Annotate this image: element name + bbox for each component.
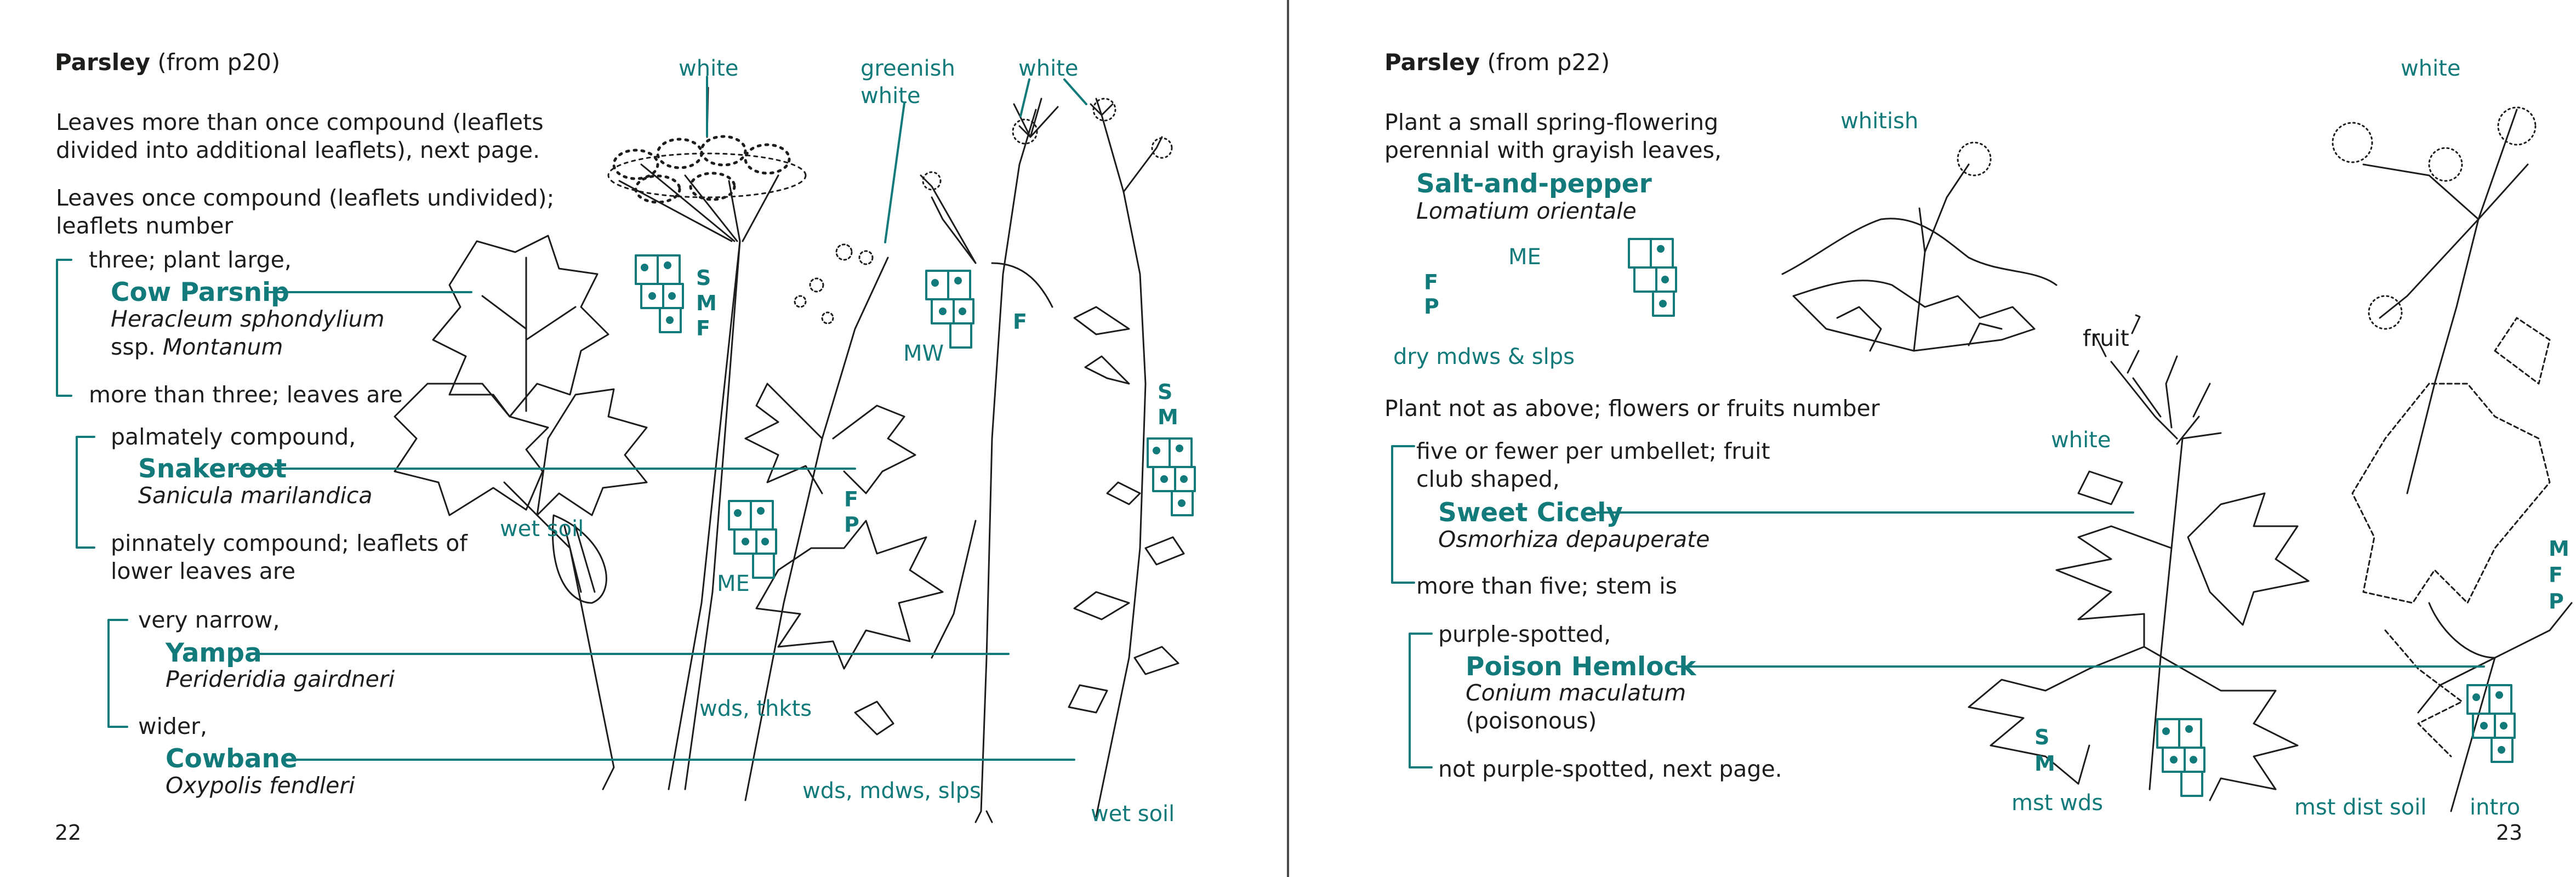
right-key-brackets — [1392, 446, 1432, 767]
bloom-cow-s: S — [696, 266, 711, 290]
left-page-header — [55, 48, 280, 77]
cow-parsnip-ssp-name: Montanum — [162, 334, 283, 360]
couplet-not-purple-spotted: not purple-spotted, next page. — [1438, 756, 1782, 782]
right-lead2: Plant not as above; flowers or fruits number — [1384, 395, 1880, 422]
species-snakeroot: Snakeroot — [138, 454, 287, 484]
cow-parsnip-ssp-abbr: ssp. — [111, 334, 156, 360]
species-cowbane: Cowbane — [166, 744, 298, 774]
label-white-hemlock: white — [2401, 56, 2461, 81]
sci-salt-and-pepper: Lomatium orientale — [1416, 198, 1637, 224]
label-whitish: whitish — [1840, 109, 1919, 134]
couplet-pinnately-line2: lower leaves are — [111, 558, 296, 584]
left-range-maps — [636, 255, 1195, 578]
species-cow-parsnip: Cow Parsnip — [111, 277, 289, 307]
species-yampa: Yampa — [166, 638, 262, 668]
species-poison-hemlock: Poison Hemlock — [1466, 652, 1696, 682]
right-range-maps — [1629, 239, 2515, 796]
right-lead1-line2: perennial with grayish leaves, — [1384, 137, 1722, 163]
bloom-hemlock-m: M — [2549, 537, 2569, 561]
right-page-number: 23 — [2496, 821, 2523, 845]
label-wet-soil-1: wet soil — [500, 516, 584, 542]
label-wds-thkts: wds, thkts — [699, 696, 812, 721]
yampa-drawing — [921, 99, 1058, 822]
couplet-pinnately-line1: pinnately compound; leaflets of — [111, 530, 468, 556]
sci-poison-hemlock: Conium maculatum — [1466, 680, 1686, 706]
salt-and-pepper-drawing — [1782, 143, 2056, 351]
label-mst-wds: mst wds — [2011, 790, 2104, 816]
label-intro: intro — [2470, 795, 2521, 820]
couplet-more-than-three: more than three; leaves are — [89, 381, 403, 408]
poison-hemlock-note: (poisonous) — [1466, 708, 1597, 734]
couplet-three: three; plant large, — [89, 247, 292, 273]
label-wet-soil-2: wet soil — [1091, 801, 1175, 827]
left-lead2-line1: Leaves once compound (leaflets undivided); — [56, 185, 555, 211]
sci-yampa: Perideridia gairdneri — [166, 666, 395, 692]
couplet-five-or-fewer-line1: five or fewer per umbellet; fruit — [1416, 438, 1770, 464]
label-white-cow-parsnip: white — [679, 56, 739, 81]
bloom-snake-p: P — [844, 512, 859, 537]
left-page — [0, 0, 1287, 877]
label-mst-dist-soil: mst dist soil — [2294, 795, 2427, 820]
bloom-cow-f: F — [696, 316, 710, 340]
couplet-more-than-five: more than five; stem is — [1416, 573, 1677, 599]
label-greenish-line2: white — [860, 83, 921, 109]
species-sweet-cicely: Sweet Cicely — [1438, 498, 1623, 528]
poison-hemlock-drawing — [2333, 107, 2572, 811]
couplet-very-narrow: very narrow, — [138, 607, 280, 633]
right-header-title: Parsley — [1384, 49, 1480, 76]
cow-parsnip-ssp-line — [111, 333, 283, 361]
bloom-cowbane-s: S — [1158, 380, 1173, 404]
couplet-palmately: palmately compound, — [111, 424, 356, 450]
label-white-yampa: white — [1018, 56, 1079, 81]
bloom-cicely-s: S — [2034, 725, 2050, 749]
couplet-wider: wider, — [138, 713, 208, 739]
species-salt-and-pepper: Salt-and-pepper — [1416, 169, 1652, 199]
label-mw: MW — [903, 341, 944, 366]
sci-snakeroot: Sanicula marilandica — [138, 482, 373, 509]
bloom-hemlock-f: F — [2549, 563, 2563, 587]
sweet-cicely-drawing — [1969, 334, 2309, 800]
sci-cowbane: Oxypolis fendleri — [166, 772, 355, 799]
couplet-five-or-fewer-line2: club shaped, — [1416, 466, 1560, 492]
label-greenish-line1: greenish — [860, 56, 955, 81]
right-header-note: (from p22) — [1487, 49, 1610, 76]
left-lead1-line2: divided into additional leaflets), next page. — [56, 137, 540, 163]
bloom-cicely-m: M — [2034, 751, 2055, 776]
left-header-note: (from p20) — [157, 49, 281, 76]
bloom-salt-f: F — [1424, 270, 1438, 294]
couplet-purple-spotted: purple-spotted, — [1438, 621, 1611, 647]
bloom-hemlock-p: P — [2549, 589, 2564, 613]
label-wds-mdws-slps: wds, mdws, slps — [802, 778, 981, 804]
sci-sweet-cicely: Osmorhiza depauperate — [1438, 526, 1710, 553]
right-page-header — [1384, 48, 1610, 77]
label-white-cicely: white — [2051, 428, 2111, 453]
left-leader-lines — [237, 77, 1086, 760]
label-dry-mdws-slps: dry mdws & slps — [1393, 344, 1575, 369]
bloom-yampa-f: F — [1013, 310, 1027, 334]
left-header-title: Parsley — [55, 49, 150, 76]
bloom-salt-p: P — [1424, 294, 1439, 318]
cowbane-drawing — [1069, 99, 1184, 817]
left-lead1-line1: Leaves more than once compound (leaflets — [56, 109, 544, 135]
right-lead1-line1: Plant a small spring-flowering — [1384, 109, 1719, 135]
right-leader-lines — [1597, 315, 2484, 667]
bloom-cowbane-m: M — [1158, 405, 1178, 429]
right-page — [1289, 0, 2576, 877]
bloom-cow-m: M — [696, 291, 717, 315]
left-lead2-line2: leaflets number — [56, 213, 233, 239]
label-me-salt: ME — [1508, 244, 1541, 270]
bloom-snake-f: F — [844, 487, 858, 511]
sci-cow-parsnip: Heracleum sphondylium — [111, 306, 385, 332]
label-fruit: fruit — [2083, 325, 2129, 351]
label-me: ME — [717, 571, 750, 596]
left-page-number: 22 — [55, 821, 82, 845]
